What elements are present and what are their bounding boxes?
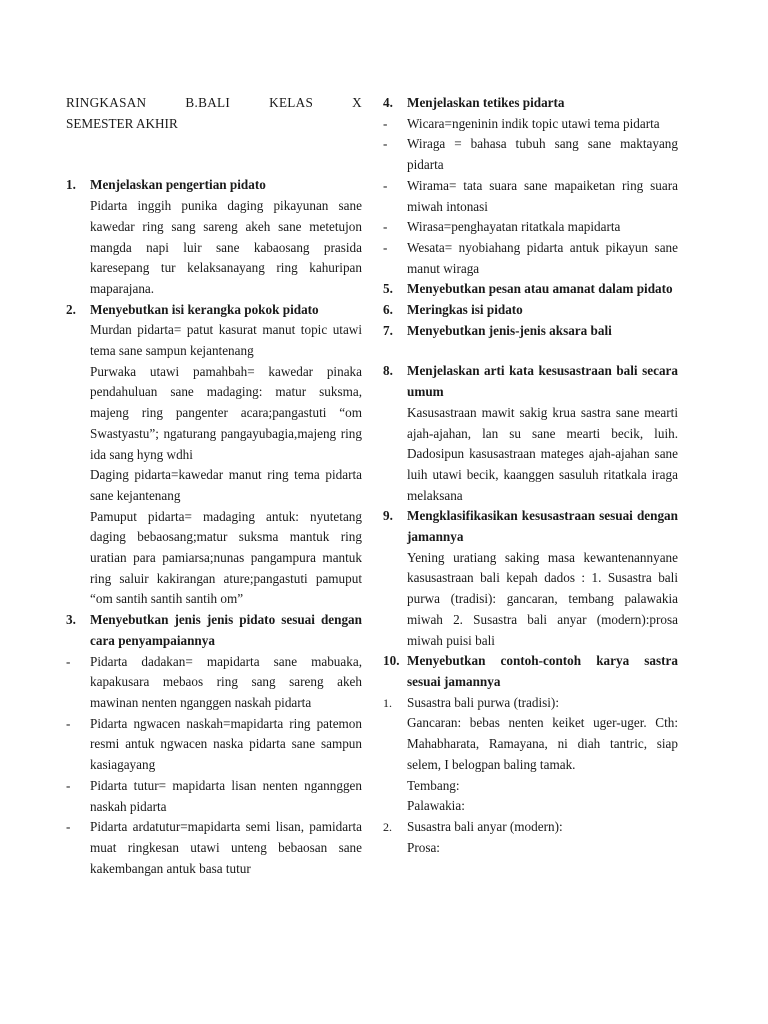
section-number: 10. bbox=[383, 653, 400, 669]
dash-marker: - bbox=[383, 219, 388, 235]
section-title: Menjelaskan pengertian pidato bbox=[90, 177, 266, 193]
section-6-heading bbox=[383, 300, 678, 321]
dash-marker: - bbox=[383, 239, 388, 255]
list-item-text: Wirama= tata suara sane mapaiketan ring suara miwah intonasi bbox=[407, 177, 678, 214]
list-item bbox=[66, 817, 362, 879]
list-item bbox=[383, 693, 678, 714]
list-item bbox=[66, 776, 362, 817]
list-item bbox=[383, 238, 678, 279]
section-3-heading bbox=[66, 610, 362, 651]
section-2-murdan: Murdan pidarta= patut kasurat manut topic utawi tema sane sampun kejantenang bbox=[90, 322, 362, 359]
section-2-daging: Daging pidarta=kawedar manut ring tema pidarta sane kejantenang bbox=[90, 467, 362, 503]
section-8-body: Kasusastraan mawit sakig krua sastra sane mearti ajah-ajahan, lan su sane mearti becik, luih. Dadosipun kasusastraan mateges ajah-ajahan sane luih utawi becik, kaanggen sasuluh ritatkala iraga melaksana bbox=[407, 404, 678, 503]
dash-marker: - bbox=[383, 177, 388, 193]
dash-marker: - bbox=[66, 653, 71, 669]
section-title: Meringkas isi pidato bbox=[407, 302, 523, 318]
section-1-body: Pidarta inggih punika daging pikayunan sane kawedar ring sang sareng akeh sane metetujon mangda napi luir sane kabaosang prasida karesepang tur kelaksanayang ring kahuripan maparajana. bbox=[90, 198, 362, 296]
section-4-heading bbox=[383, 93, 678, 114]
list-number: 1. bbox=[383, 695, 392, 710]
dash-marker: - bbox=[383, 115, 388, 131]
gancaran-text: Gancaran: bebas nenten keiket uger-uger. Cth: Mahabharata, Ramayana, ni diah tantric, siap selem, I belogpan baling tamak. bbox=[407, 715, 678, 772]
list-item-text: Wicara=ngeninin indik topic utawi tema pidarta bbox=[407, 115, 660, 131]
list-item-text: Pidarta tutur= mapidarta lisan nenten ngannggen naskah pidarta bbox=[90, 777, 362, 814]
list-item-text: Pidarta ardatutur=mapidarta semi lisan, pamidarta muat ringkesan utawi unteng bebaosan sane kakembangan antuk basa tutur bbox=[90, 819, 362, 876]
dash-marker: - bbox=[66, 715, 71, 731]
section-number: 6. bbox=[383, 302, 393, 318]
list-item-text: Wesata= nyobiahang pidarta antuk pikayun sane manut wiraga bbox=[407, 239, 678, 276]
doc-title-line2: SEMESTER AKHIR bbox=[66, 115, 178, 131]
list-item bbox=[383, 217, 678, 238]
section-title: Menjelaskan arti kata kesusastraan bali secara umum bbox=[407, 363, 678, 400]
section-title: Menjelaskan tetikes pidarta bbox=[407, 95, 565, 110]
list-item bbox=[383, 114, 678, 135]
section-title: Menyebutkan jenis-jenis aksara bali bbox=[407, 322, 612, 338]
list-item-text: Wirasa=penghayatan ritatkala mapidarta bbox=[407, 219, 621, 235]
section-1-heading bbox=[66, 175, 362, 196]
section-number: 3. bbox=[66, 612, 76, 628]
section-2-purwaka: Purwaka utawi pamahbah= kawedar pinaka pendahuluan sane madaging: matur suksma, majeng ring pangenter acara;pangastuti “om Swastyastu”; ngaturang pangayubagia,majeng ring ida sang hyng wdhi bbox=[90, 363, 362, 462]
section-title: Menyebutkan contoh-contoh karya sastra sesuai jamannya bbox=[407, 653, 678, 689]
section-8-heading bbox=[383, 361, 678, 402]
tembang-label: Tembang: bbox=[407, 777, 460, 793]
list-item bbox=[66, 652, 362, 714]
section-number: 2. bbox=[66, 301, 76, 317]
list-item bbox=[383, 134, 678, 175]
list-item bbox=[383, 176, 678, 217]
section-title: Menyebutkan jenis jenis pidato sesuai dengan cara penyampaiannya bbox=[90, 612, 362, 648]
section-7-heading bbox=[383, 321, 678, 342]
section-title: Mengklasifikasikan kesusastraan sesuai dengan jamannya bbox=[407, 508, 678, 545]
dash-marker: - bbox=[66, 777, 71, 793]
section-number: 1. bbox=[66, 177, 76, 193]
section-number: 7. bbox=[383, 322, 393, 338]
list-item bbox=[383, 817, 678, 838]
section-title: Menyebutkan pesan atau amanat dalam pidato bbox=[407, 281, 673, 297]
list-item bbox=[66, 714, 362, 776]
section-9-heading bbox=[383, 506, 678, 547]
list-item-text: Pidarta ngwacen naskah=mapidarta ring patemon resmi antuk ngwacen naska pidarta sane sampun kasiagayang bbox=[90, 715, 362, 773]
section-2-pamuput: Pamuput pidarta= madaging antuk: nyutetang daging bebaosang;matur suksma mantuk ring uratian para pamiarsa;nunas pangampura mantuk ring saluir kakirangan ature;pangastuti pamuput “om santih santih santih om” bbox=[90, 508, 362, 607]
section-number: 8. bbox=[383, 363, 393, 379]
list-item-text: Susastra bali purwa (tradisi): bbox=[407, 694, 559, 710]
list-item-text: Pidarta dadakan= mapidarta sane mabuaka, kapakusara mebaos ring sang sareng akeh mawinan nenten nganggen naskah pidarta bbox=[90, 653, 362, 710]
doc-title-line1: RINGKASAN B.BALI KELAS X bbox=[66, 95, 362, 110]
palawakia-label: Palawakia: bbox=[407, 798, 465, 814]
section-2-heading bbox=[66, 300, 362, 321]
section-5-heading bbox=[383, 279, 678, 300]
dash-marker: - bbox=[383, 136, 388, 152]
section-number: 4. bbox=[383, 95, 393, 110]
list-item-text: Wiraga = bahasa tubuh sang sane maktayang pidarta bbox=[407, 136, 678, 173]
list-item-text: Susastra bali anyar (modern): bbox=[407, 818, 563, 834]
dash-marker: - bbox=[66, 819, 71, 835]
section-number: 5. bbox=[383, 281, 393, 297]
left-column bbox=[66, 93, 362, 879]
section-9-body: Yening uratiang saking masa kewantenannyane kasusastraan bali kepah dados : 1. Susastra bali purwa (tradisi): gancaran, tembang palawakia miwah 2. Susastra bali anyar (modern):prosa miwah puisi bali bbox=[407, 549, 678, 648]
right-column bbox=[383, 93, 678, 858]
section-10-heading bbox=[383, 651, 678, 692]
section-title: Menyebutkan isi kerangka pokok pidato bbox=[90, 301, 319, 317]
list-number: 2. bbox=[383, 819, 392, 834]
section-number: 9. bbox=[383, 508, 393, 524]
prosa-label: Prosa: bbox=[407, 839, 440, 855]
